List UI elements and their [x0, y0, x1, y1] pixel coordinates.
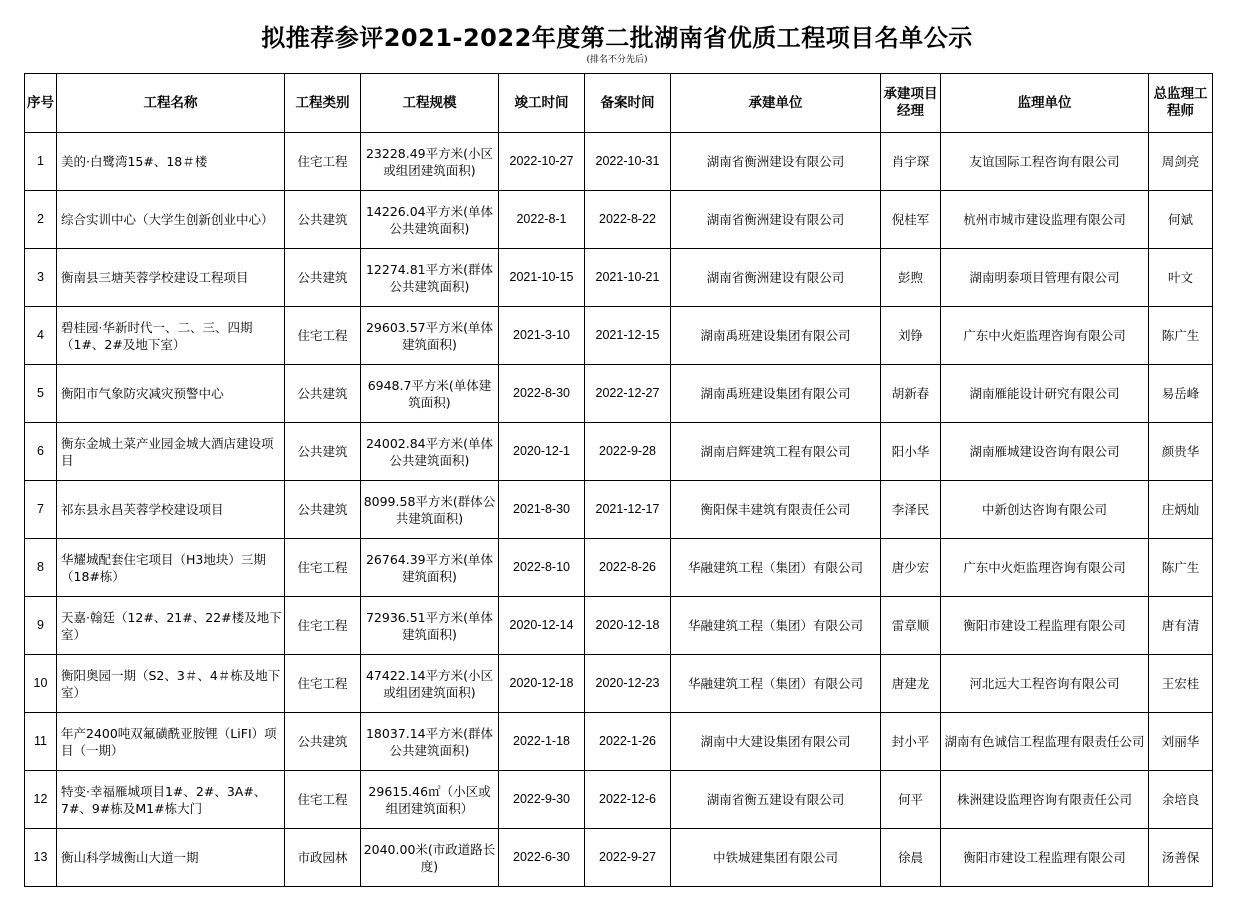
cell-supervisor: 湖南明泰项目管理有限公司 — [941, 249, 1149, 307]
page-subtitle: (排名不分先后) — [586, 55, 648, 65]
cell-seq: 11 — [25, 713, 57, 771]
header-category: 工程类别 — [285, 74, 361, 133]
cell-category: 住宅工程 — [285, 307, 361, 365]
cell-scale: 23228.49平方米(小区或组团建筑面积) — [361, 133, 499, 191]
header-filing: 备案时间 — [585, 74, 671, 133]
cell-completion: 2022-6-30 — [499, 829, 585, 887]
table-row — [25, 771, 1213, 829]
cell-filing: 2022-9-27 — [585, 829, 671, 887]
table-row — [25, 829, 1213, 887]
cell-name: 衡山科学城衡山大道一期 — [57, 829, 285, 887]
cell-completion: 2022-9-30 — [499, 771, 585, 829]
cell-seq: 4 — [25, 307, 57, 365]
cell-supervisor: 湖南雁能设计研究有限公司 — [941, 365, 1149, 423]
cell-contractor: 湖南启辉建筑工程有限公司 — [671, 423, 881, 481]
cell-seq: 3 — [25, 249, 57, 307]
cell-manager: 唐建龙 — [881, 655, 941, 713]
cell-filing: 2020-12-18 — [585, 597, 671, 655]
cell-completion: 2020-12-1 — [499, 423, 585, 481]
cell-manager: 胡新春 — [881, 365, 941, 423]
cell-seq: 13 — [25, 829, 57, 887]
cell-category: 公共建筑 — [285, 191, 361, 249]
cell-scale: 29615.46㎡（小区或组团建筑面积） — [361, 771, 499, 829]
cell-scale: 2040.00米(市政道路长度) — [361, 829, 499, 887]
cell-supervisor: 河北远大工程咨询有限公司 — [941, 655, 1149, 713]
cell-name: 衡阳市气象防灾减灾预警中心 — [57, 365, 285, 423]
header-chief: 总监理工程师 — [1149, 74, 1213, 133]
header-scale: 工程规模 — [361, 74, 499, 133]
cell-chief: 王宏桂 — [1149, 655, 1213, 713]
cell-scale: 72936.51平方米(单体建筑面积) — [361, 597, 499, 655]
cell-category: 市政园林 — [285, 829, 361, 887]
cell-category: 公共建筑 — [285, 365, 361, 423]
cell-manager: 唐少宏 — [881, 539, 941, 597]
cell-scale: 14226.04平方米(单体公共建筑面积) — [361, 191, 499, 249]
cell-scale: 29603.57平方米(单体建筑面积) — [361, 307, 499, 365]
cell-supervisor: 友谊国际工程咨询有限公司 — [941, 133, 1149, 191]
cell-completion: 2022-8-30 — [499, 365, 585, 423]
cell-category: 公共建筑 — [285, 249, 361, 307]
table-row — [25, 539, 1213, 597]
table-row — [25, 249, 1213, 307]
cell-filing: 2022-8-26 — [585, 539, 671, 597]
cell-contractor: 湖南省衡洲建设有限公司 — [671, 249, 881, 307]
cell-contractor: 湖南禹班建设集团有限公司 — [671, 307, 881, 365]
cell-contractor: 湖南省衡洲建设有限公司 — [671, 133, 881, 191]
cell-chief: 何斌 — [1149, 191, 1213, 249]
cell-contractor: 湖南中大建设集团有限公司 — [671, 713, 881, 771]
cell-filing: 2021-12-17 — [585, 481, 671, 539]
cell-manager: 倪桂军 — [881, 191, 941, 249]
cell-chief: 庄炳灿 — [1149, 481, 1213, 539]
cell-chief: 颜贵华 — [1149, 423, 1213, 481]
cell-supervisor: 湖南雁城建设咨询有限公司 — [941, 423, 1149, 481]
cell-name: 碧桂园·华新时代一、二、三、四期（1#、2#及地下室） — [57, 307, 285, 365]
cell-chief: 陈广生 — [1149, 307, 1213, 365]
table-row — [25, 713, 1213, 771]
cell-name: 综合实训中心（大学生创新创业中心） — [57, 191, 285, 249]
cell-manager: 封小平 — [881, 713, 941, 771]
cell-contractor: 湖南省衡五建设有限公司 — [671, 771, 881, 829]
cell-name: 天嘉·翰廷（12#、21#、22#楼及地下室） — [57, 597, 285, 655]
cell-category: 住宅工程 — [285, 655, 361, 713]
cell-chief: 唐有清 — [1149, 597, 1213, 655]
table-row — [25, 307, 1213, 365]
cell-chief: 周剑亮 — [1149, 133, 1213, 191]
cell-category: 住宅工程 — [285, 771, 361, 829]
cell-seq: 12 — [25, 771, 57, 829]
cell-name: 年产2400吨双氟磺酰亚胺锂（LiFI）项目（一期） — [57, 713, 285, 771]
cell-completion: 2020-12-18 — [499, 655, 585, 713]
cell-scale: 6948.7平方米(单体建筑面积) — [361, 365, 499, 423]
cell-name: 衡东金城土菜产业园金城大酒店建设项目 — [57, 423, 285, 481]
cell-chief: 易岳峰 — [1149, 365, 1213, 423]
cell-completion: 2020-12-14 — [499, 597, 585, 655]
cell-contractor: 湖南省衡洲建设有限公司 — [671, 191, 881, 249]
cell-manager: 刘铮 — [881, 307, 941, 365]
header-name: 工程名称 — [57, 74, 285, 133]
cell-category: 公共建筑 — [285, 423, 361, 481]
cell-supervisor: 广东中火炬监理咨询有限公司 — [941, 307, 1149, 365]
cell-filing: 2021-12-15 — [585, 307, 671, 365]
cell-name: 衡阳奥园一期（S2、3＃、4＃栋及地下室） — [57, 655, 285, 713]
cell-manager: 李泽民 — [881, 481, 941, 539]
cell-scale: 8099.58平方米(群体公共建筑面积) — [361, 481, 499, 539]
cell-seq: 6 — [25, 423, 57, 481]
cell-contractor: 华融建筑工程（集团）有限公司 — [671, 539, 881, 597]
cell-completion: 2022-8-1 — [499, 191, 585, 249]
cell-scale: 12274.81平方米(群体公共建筑面积) — [361, 249, 499, 307]
cell-completion: 2021-10-15 — [499, 249, 585, 307]
cell-supervisor: 衡阳市建设工程监理有限公司 — [941, 829, 1149, 887]
cell-name: 特变·幸福雁城项目1#、2#、3A#、7#、9#栋及M1#栋大门 — [57, 771, 285, 829]
cell-seq: 1 — [25, 133, 57, 191]
cell-seq: 9 — [25, 597, 57, 655]
page-title: 拟推荐参评2021-2022年度第二批湖南省优质工程项目名单公示 — [261, 24, 973, 52]
cell-supervisor: 衡阳市建设工程监理有限公司 — [941, 597, 1149, 655]
cell-name: 衡南县三塘芙蓉学校建设工程项目 — [57, 249, 285, 307]
cell-supervisor: 株洲建设监理咨询有限责任公司 — [941, 771, 1149, 829]
table-header-row — [25, 74, 1213, 133]
cell-filing: 2020-12-23 — [585, 655, 671, 713]
cell-category: 住宅工程 — [285, 597, 361, 655]
cell-contractor: 湖南禹班建设集团有限公司 — [671, 365, 881, 423]
cell-filing: 2022-12-6 — [585, 771, 671, 829]
cell-scale: 18037.14平方米(群体公共建筑面积) — [361, 713, 499, 771]
cell-manager: 雷章顺 — [881, 597, 941, 655]
table-row — [25, 423, 1213, 481]
cell-filing: 2022-10-31 — [585, 133, 671, 191]
header-seq: 序号 — [25, 74, 57, 133]
cell-category: 住宅工程 — [285, 133, 361, 191]
cell-completion: 2021-8-30 — [499, 481, 585, 539]
cell-contractor: 中铁城建集团有限公司 — [671, 829, 881, 887]
cell-seq: 7 — [25, 481, 57, 539]
cell-seq: 10 — [25, 655, 57, 713]
cell-contractor: 华融建筑工程（集团）有限公司 — [671, 597, 881, 655]
cell-completion: 2021-3-10 — [499, 307, 585, 365]
header-supervisor: 监理单位 — [941, 74, 1149, 133]
header-completion: 竣工时间 — [499, 74, 585, 133]
cell-chief: 余培良 — [1149, 771, 1213, 829]
cell-manager: 徐晨 — [881, 829, 941, 887]
cell-scale: 47422.14平方米(小区或组团建筑面积) — [361, 655, 499, 713]
table-row — [25, 191, 1213, 249]
cell-name: 祁东县永昌芙蓉学校建设项目 — [57, 481, 285, 539]
table-row — [25, 133, 1213, 191]
cell-seq: 5 — [25, 365, 57, 423]
cell-filing: 2022-8-22 — [585, 191, 671, 249]
cell-scale: 24002.84平方米(单体公共建筑面积) — [361, 423, 499, 481]
cell-category: 住宅工程 — [285, 539, 361, 597]
cell-filing: 2022-9-28 — [585, 423, 671, 481]
cell-completion: 2022-8-10 — [499, 539, 585, 597]
cell-name: 华耀城配套住宅项目（H3地块）三期（18#栋） — [57, 539, 285, 597]
cell-filing: 2021-10-21 — [585, 249, 671, 307]
header-manager: 承建项目经理 — [881, 74, 941, 133]
table-row — [25, 597, 1213, 655]
cell-filing: 2022-1-26 — [585, 713, 671, 771]
header-contractor: 承建单位 — [671, 74, 881, 133]
table-body — [25, 133, 1213, 887]
cell-chief: 刘丽华 — [1149, 713, 1213, 771]
project-table — [24, 73, 1213, 887]
table-row — [25, 481, 1213, 539]
cell-completion: 2022-10-27 — [499, 133, 585, 191]
cell-category: 公共建筑 — [285, 713, 361, 771]
cell-category: 公共建筑 — [285, 481, 361, 539]
cell-chief: 汤善保 — [1149, 829, 1213, 887]
cell-manager: 阳小华 — [881, 423, 941, 481]
table-row — [25, 655, 1213, 713]
cell-seq: 8 — [25, 539, 57, 597]
cell-chief: 叶文 — [1149, 249, 1213, 307]
table-row — [25, 365, 1213, 423]
cell-name: 美的·白鹭湾15#、18＃楼 — [57, 133, 285, 191]
cell-supervisor: 湖南有色诚信工程监理有限责任公司 — [941, 713, 1149, 771]
cell-supervisor: 广东中火炬监理咨询有限公司 — [941, 539, 1149, 597]
cell-contractor: 衡阳保丰建筑有限责任公司 — [671, 481, 881, 539]
cell-supervisor: 杭州市城市建设监理有限公司 — [941, 191, 1149, 249]
cell-completion: 2022-1-18 — [499, 713, 585, 771]
cell-filing: 2022-12-27 — [585, 365, 671, 423]
cell-chief: 陈广生 — [1149, 539, 1213, 597]
cell-contractor: 华融建筑工程（集团）有限公司 — [671, 655, 881, 713]
cell-scale: 26764.39平方米(单体建筑面积) — [361, 539, 499, 597]
cell-manager: 彭煦 — [881, 249, 941, 307]
cell-seq: 2 — [25, 191, 57, 249]
cell-manager: 肖宇琛 — [881, 133, 941, 191]
cell-manager: 何平 — [881, 771, 941, 829]
cell-supervisor: 中新创达咨询有限公司 — [941, 481, 1149, 539]
